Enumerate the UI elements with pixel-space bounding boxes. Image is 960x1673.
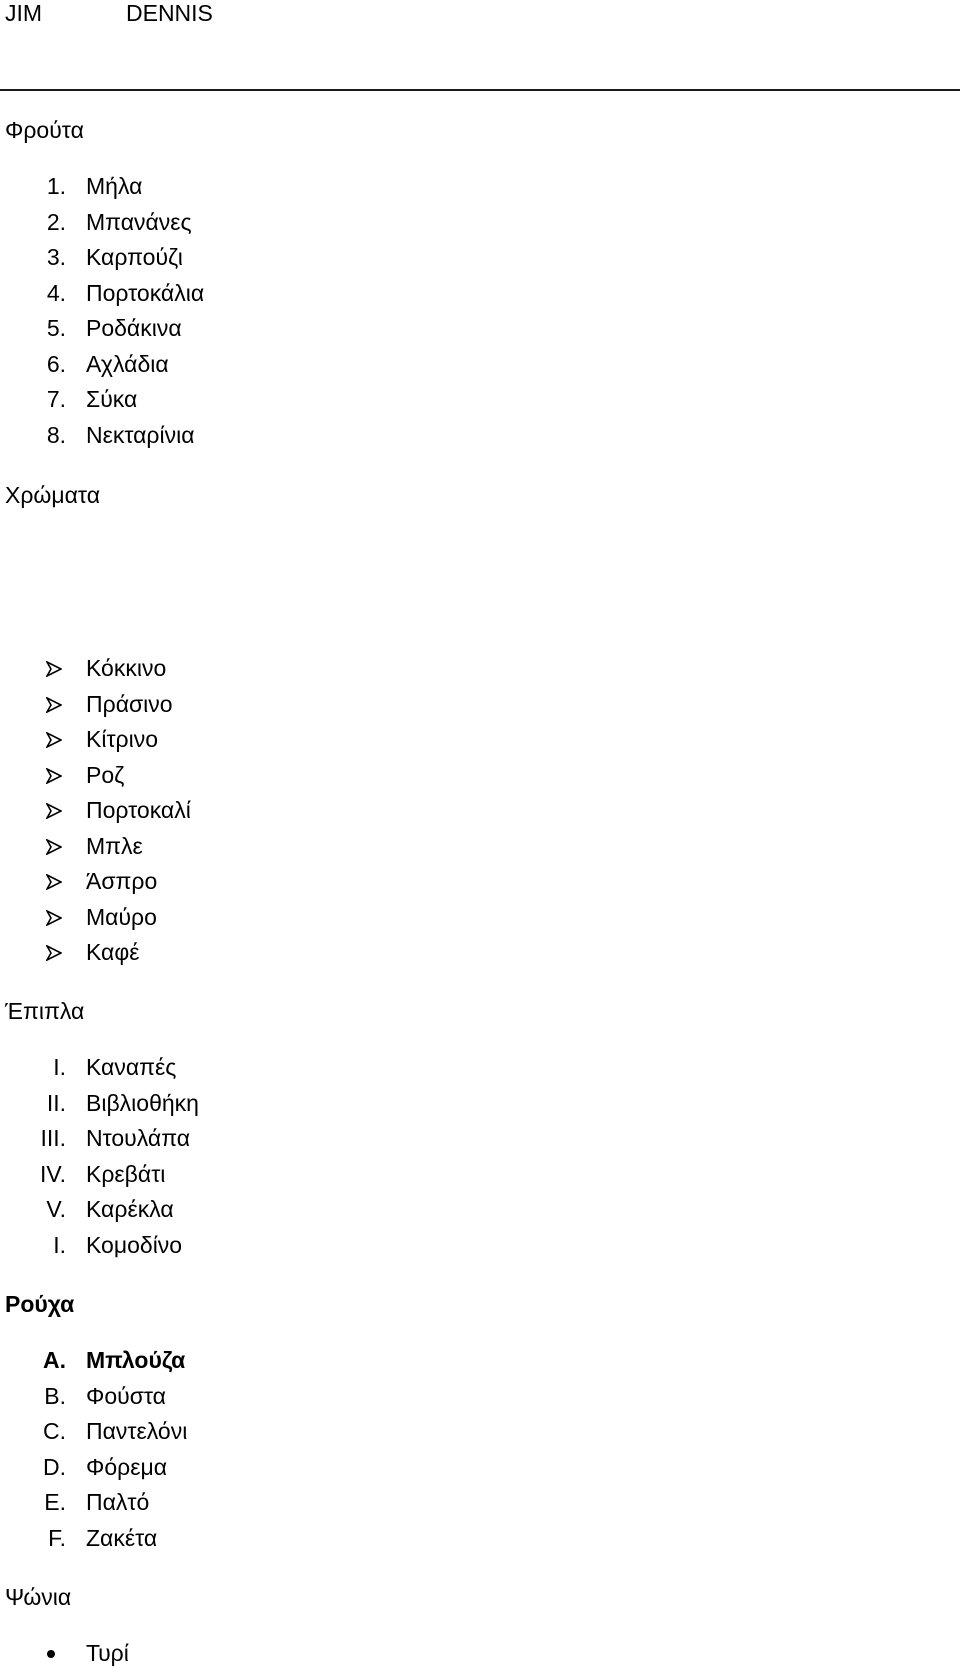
header-divider [0, 89, 960, 91]
list-roman-numeral: III. [40, 1125, 66, 1151]
list-item-text: Πορτοκάλια [86, 279, 205, 306]
list-item-text: Μαύρο [86, 903, 157, 930]
list-number: 1. [46, 173, 66, 199]
list-item-text: Αχλάδια [86, 350, 169, 377]
list-item-text: Ντουλάπα [86, 1125, 191, 1151]
furniture-heading: Έπιπλα [5, 998, 85, 1024]
arrowhead-bullet-icon [46, 910, 62, 926]
clothes-heading: Ρούχα [5, 1291, 75, 1317]
list-letter: B. [44, 1382, 66, 1409]
list-item-text: Καρπούζι [86, 244, 183, 270]
round-bullet-icon [47, 1650, 55, 1658]
list-item-text: Κόκκινο [86, 655, 167, 681]
list-item-text: Τυρί [86, 1640, 129, 1666]
colors-heading: Χρώματα [5, 482, 100, 508]
list-number: 3. [46, 244, 66, 270]
list-item-text: Καναπές [86, 1054, 177, 1080]
shopping-heading: Ψώνια [5, 1584, 72, 1610]
list-roman-numeral: IV. [39, 1160, 66, 1187]
list-item-text: Νεκταρίνια [86, 421, 195, 448]
list-item-text: Ροδάκινα [86, 315, 182, 341]
list-roman-numeral: I. [53, 1231, 66, 1258]
list-letter: F. [48, 1524, 66, 1551]
list-item-text: Σύκα [86, 386, 138, 412]
list-roman-numeral: II. [46, 1089, 66, 1116]
list-number: 2. [46, 208, 66, 235]
list-item-text: Φόρεμα [86, 1453, 168, 1480]
list-item-text: Βιβλιοθήκη [86, 1089, 199, 1116]
list-number: 8. [46, 421, 66, 448]
list-item-text: Καρέκλα [86, 1196, 174, 1222]
document-header [0, 0, 960, 40]
list-item-text: Φούστα [86, 1382, 166, 1409]
list-number: 6. [46, 350, 66, 377]
list-number: 4. [46, 279, 66, 306]
arrowhead-bullet-icon [46, 839, 62, 855]
list-letter: E. [44, 1489, 66, 1515]
list-item-text: Ζακέτα [86, 1524, 158, 1551]
list-item-text: Καφέ [86, 939, 140, 965]
list-item-text: Κρεβάτι [86, 1160, 166, 1187]
arrowhead-bullet-icon [46, 661, 62, 677]
list-item-text: Παντελόνι [86, 1418, 188, 1444]
arrowhead-bullet-icon [46, 874, 62, 890]
list-item-text: Κίτρινο [86, 726, 159, 752]
list-letter: A. [43, 1347, 66, 1373]
header-author-right: DENNIS [126, 0, 213, 26]
list-item-text: Κομοδίνο [86, 1231, 183, 1258]
list-number: 7. [46, 386, 66, 412]
arrowhead-bullet-icon [46, 803, 62, 819]
list-item-text: Μπλε [86, 832, 143, 859]
arrowhead-bullet-icon [46, 945, 62, 961]
list-item-text: Παλτό [86, 1489, 150, 1515]
list-number: 5. [46, 315, 66, 341]
list-letter: C. [43, 1418, 66, 1444]
list-item-text: Μπλούζα [86, 1347, 186, 1373]
arrowhead-bullet-icon [46, 697, 62, 713]
list-item-text: Πορτοκαλί [86, 797, 191, 823]
list-item-text: Ροζ [86, 761, 125, 788]
list-item-text: Άσπρο [86, 868, 158, 894]
fruits-heading: Φρούτα [5, 117, 84, 143]
list-letter: D. [43, 1453, 66, 1480]
list-item-text: Μήλα [86, 173, 143, 199]
list-roman-numeral: I. [53, 1054, 66, 1080]
list-item-text: Μπανάνες [86, 208, 192, 235]
arrowhead-bullet-icon [46, 768, 62, 784]
list-item-text: Πράσινο [86, 690, 173, 717]
arrowhead-bullet-icon [46, 732, 62, 748]
header-author-left: JIM [5, 0, 43, 26]
list-roman-numeral: V. [46, 1196, 66, 1222]
